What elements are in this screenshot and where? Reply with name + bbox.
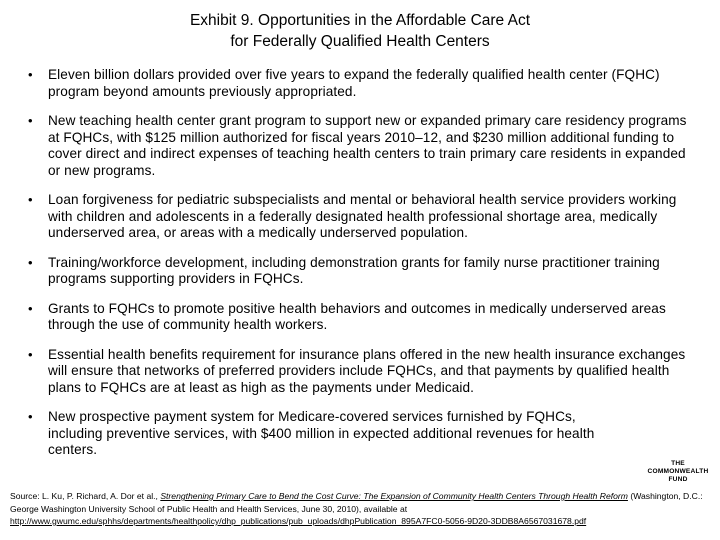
- commonwealth-fund-logo: [643, 460, 713, 484]
- list-item: [28, 255, 700, 288]
- list-item: [28, 409, 700, 459]
- list-item: [28, 67, 700, 100]
- list-item-text: Essential health benefits requirement for insurance plans offered in the new health insurance exchanges will ensure that networks of preferred providers include FQHCs, and that payments by qualified health plans to FQHCs are at least as high as the payments under Medicaid.: [48, 346, 686, 395]
- bullet-icon: •: [28, 67, 33, 82]
- list-item: [28, 192, 700, 242]
- list-item-text: Grants to FQHCs to promote positive health behaviors and outcomes in medically underserved areas through the use of community health workers.: [48, 300, 666, 332]
- bullet-icon: •: [28, 346, 33, 362]
- source-url-link[interactable]: http://www.gwumc.edu/sphhs/departments/healthpolicy/dhp_publications/pub_uploads/dhpPublication_895A7FC0-5056-9D20-3DDB8A6567031678.pdf: [10, 516, 587, 526]
- list-item: [28, 113, 700, 179]
- logo-line-1: THE: [671, 460, 685, 467]
- list-item-text: New prospective payment system for Medicare-covered services furnished by FQHCs, including preventive services, with $400 million in expected additional revenues for health centers.: [48, 409, 595, 457]
- report-title-link[interactable]: Strengthening Primary Care to Bend the Cost Curve: The Expansion of Community Health Centers Through Health Reform: [160, 491, 628, 501]
- logo-line-3: FUND: [668, 476, 688, 483]
- title-line-1: Exhibit 9. Opportunities in the Affordable Care Act: [189, 12, 531, 29]
- list-item-text: Eleven billion dollars provided over five years to expand the federally qualified health center (FQHC) program beyond amounts previously appropriated.: [48, 67, 660, 99]
- logo-line-2: COMMONWEALTH: [647, 468, 709, 475]
- source-prefix: Source: L. Ku, P. Richard, A. Dor et al.,: [10, 491, 161, 501]
- bullet-icon: •: [28, 300, 33, 316]
- list-item: [28, 301, 700, 334]
- bullet-icon: •: [28, 254, 33, 270]
- list-item-text: Training/workforce development, including demonstration grants for family nurse practitioner training programs supporting providers in FQHCs.: [48, 254, 660, 286]
- list-item-text: New teaching health center grant program to support new or expanded primary care residency programs at FQHCs, with $125 million authorized for fiscal years 2010–12, and $230 million additional funding to cover direct and indirect expenses of teaching health centers to train primary care residents in expanded or new programs.: [48, 113, 687, 178]
- source-middle: (Washington, D.C.: George Washington University School of Public Health and Health Services, June 30, 2010), available at: [10, 491, 703, 514]
- source-citation: [10, 490, 710, 528]
- title-line-2: for Federally Qualified Health Centers: [230, 33, 490, 50]
- bullet-icon: •: [28, 409, 33, 424]
- exhibit-title: [0, 10, 720, 52]
- list-item-text: Loan forgiveness for pediatric subspecialists and mental or behavioral health service providers working with children and adolescents in a federally designated health professional shortage area, medically underserved area, or areas with a medically underserved population.: [48, 192, 677, 240]
- opportunities-list: [28, 67, 700, 472]
- bullet-icon: •: [28, 113, 33, 128]
- list-item: [28, 347, 700, 397]
- bullet-icon: •: [28, 192, 33, 207]
